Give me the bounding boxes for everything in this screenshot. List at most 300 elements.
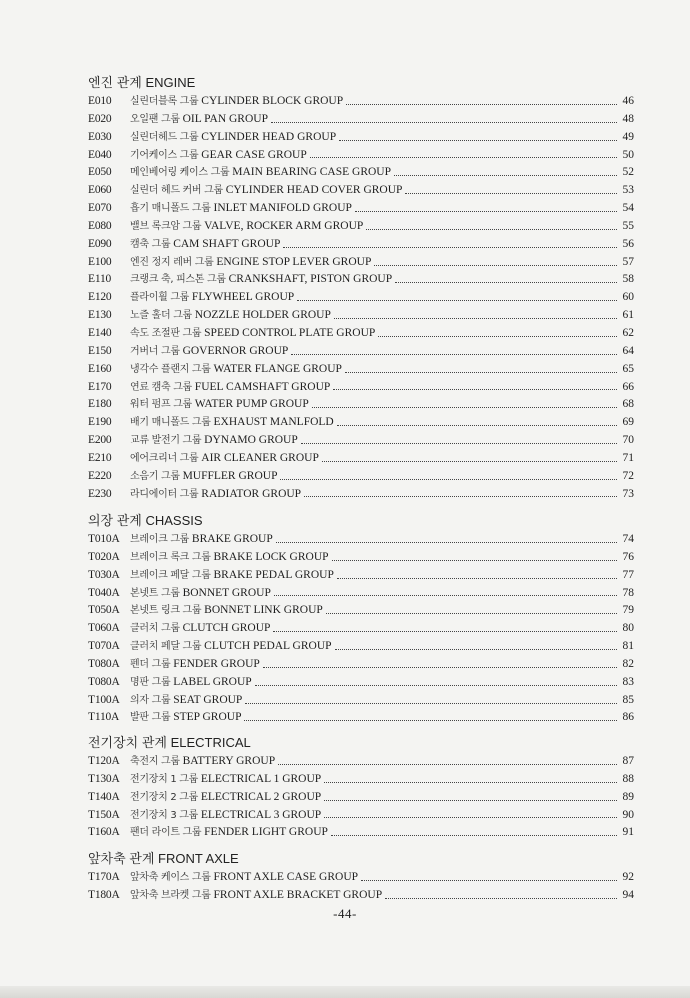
entry-page-number: 92 bbox=[622, 871, 634, 883]
entry-title-row bbox=[130, 111, 634, 129]
entry-title-korean: 실린더 헤드 커버 그룹 bbox=[130, 185, 223, 197]
dot-leader bbox=[361, 879, 617, 881]
entry-title bbox=[130, 531, 273, 549]
entry-title bbox=[130, 450, 319, 468]
dot-leader bbox=[366, 228, 617, 230]
entry-page-number: 77 bbox=[622, 568, 634, 581]
entry-code: E020 bbox=[88, 112, 112, 125]
entry-title-korean: 의자 그룹 bbox=[130, 694, 171, 706]
entry-code: E010 bbox=[88, 95, 112, 107]
dot-leader bbox=[274, 594, 617, 596]
section-engine bbox=[88, 73, 634, 503]
dot-leader bbox=[405, 192, 617, 194]
entry-title bbox=[130, 585, 271, 603]
dot-leader bbox=[374, 264, 617, 266]
entry-title bbox=[130, 869, 358, 887]
entry-title bbox=[130, 271, 392, 289]
entry-title-korean: 밸브 록크암 그룹 bbox=[130, 220, 202, 232]
entry-code: T120A bbox=[88, 755, 120, 767]
entry-title bbox=[130, 396, 309, 414]
section-front-axle bbox=[88, 849, 634, 905]
toc-entry bbox=[88, 468, 634, 486]
entry-page-number: 70 bbox=[622, 434, 634, 447]
entry-title-english: LABEL GROUP bbox=[173, 675, 252, 688]
entry-title-korean: 본넷트 그룹 bbox=[130, 587, 180, 599]
entry-title-row bbox=[130, 468, 634, 486]
entry-page-number: 86 bbox=[622, 711, 634, 724]
entry-title bbox=[130, 307, 331, 325]
toc-entry bbox=[88, 531, 634, 549]
toc-entry bbox=[88, 585, 634, 603]
entry-page-number: 50 bbox=[622, 148, 634, 161]
page-bottom-edge bbox=[0, 986, 690, 998]
dot-leader bbox=[332, 559, 617, 561]
dot-leader bbox=[271, 121, 617, 123]
dot-leader bbox=[283, 246, 617, 248]
entry-title-korean: 앞차축 브라켓 그룹 bbox=[130, 889, 211, 901]
entry-page-number: 78 bbox=[622, 586, 634, 599]
entry-title-row bbox=[130, 361, 634, 379]
dot-leader bbox=[312, 406, 617, 408]
entry-code: E100 bbox=[88, 255, 112, 268]
entry-title-korean: 클러치 페달 그룹 bbox=[130, 641, 202, 653]
entry-title-english: VALVE, ROCKER ARM GROUP bbox=[204, 219, 364, 232]
entry-title-row bbox=[130, 93, 634, 111]
dot-leader bbox=[276, 541, 617, 543]
entry-title-english: ELECTRICAL 2 GROUP bbox=[200, 790, 322, 803]
entry-title bbox=[130, 709, 241, 727]
entry-code: T070A bbox=[88, 640, 120, 653]
entry-page-number: 85 bbox=[622, 693, 634, 706]
entry-title-korean: 에어크리너 그룹 bbox=[130, 452, 199, 464]
entry-title-english: ENGINE STOP LEVER GROUP bbox=[216, 255, 372, 268]
entry-page-number: 71 bbox=[622, 451, 634, 464]
dot-leader bbox=[278, 763, 617, 765]
entry-title-korean: 펜더 그룹 bbox=[130, 658, 171, 670]
toc-entry bbox=[88, 432, 634, 450]
entry-title-korean: 크랭크 축, 피스톤 그룹 bbox=[130, 274, 226, 286]
entry-title bbox=[130, 602, 323, 620]
toc-entry bbox=[88, 824, 634, 842]
entry-code: E040 bbox=[88, 148, 112, 161]
entry-code: T160A bbox=[88, 826, 120, 839]
toc-entry bbox=[88, 111, 634, 129]
entry-page-number: 74 bbox=[622, 533, 634, 545]
entry-title bbox=[130, 343, 288, 361]
entry-code: E050 bbox=[88, 166, 112, 179]
entry-title-korean: 캠축 그룹 bbox=[130, 238, 171, 250]
entry-title-english: CYLINDER BLOCK GROUP bbox=[201, 95, 344, 107]
entry-title-korean: 거버너 그룹 bbox=[130, 345, 180, 357]
entry-title-english: RADIATOR GROUP bbox=[201, 487, 302, 500]
entry-title-english: BONNET GROUP bbox=[182, 586, 271, 599]
entry-title-english: EXHAUST MANLFOLD bbox=[213, 416, 334, 429]
entry-title-row bbox=[130, 432, 634, 450]
entry-title bbox=[130, 164, 391, 182]
entry-list bbox=[88, 531, 634, 727]
dot-leader bbox=[245, 702, 617, 704]
entry-title-row bbox=[130, 656, 634, 674]
entry-title-korean: 교류 발전기 그룹 bbox=[130, 435, 202, 447]
toc-entry bbox=[88, 486, 634, 504]
entry-code: E080 bbox=[88, 219, 112, 232]
entry-title-korean: 실린더헤드 그룹 bbox=[130, 131, 199, 143]
entry-page-number: 56 bbox=[622, 237, 634, 250]
dot-leader bbox=[273, 630, 617, 632]
entry-title bbox=[130, 789, 321, 807]
entry-page-number: 49 bbox=[622, 130, 634, 143]
entry-title-korean: 브레이크 록크 그룹 bbox=[130, 551, 211, 563]
entry-title-row bbox=[130, 396, 634, 414]
entry-title-english: BATTERY GROUP bbox=[182, 755, 276, 767]
entry-code: T080A bbox=[88, 675, 120, 688]
toc-entry bbox=[88, 361, 634, 379]
entry-title-row bbox=[130, 807, 634, 825]
section-chassis bbox=[88, 511, 634, 727]
dot-leader bbox=[355, 210, 617, 212]
section-heading: 엔진 관계 ENGINE bbox=[88, 75, 196, 90]
dot-leader bbox=[304, 495, 617, 497]
entry-title-english: BRAKE LOCK GROUP bbox=[213, 550, 329, 563]
entry-page-number: 64 bbox=[622, 344, 634, 357]
entry-title-korean: 전기장치 3 그룹 bbox=[130, 809, 198, 821]
entry-page-number: 90 bbox=[622, 808, 634, 821]
entry-title-row bbox=[130, 450, 634, 468]
toc-entry bbox=[88, 692, 634, 710]
toc-entry bbox=[88, 200, 634, 218]
entry-page-number: 57 bbox=[622, 255, 634, 268]
entry-title-korean: 오일팬 그룹 bbox=[130, 113, 180, 125]
entry-code: T020A bbox=[88, 550, 120, 563]
entry-title-korean: 팬더 라이트 그룹 bbox=[130, 827, 202, 839]
entry-title-english: CRANKSHAFT, PISTON GROUP bbox=[228, 273, 393, 286]
entry-page-number: 65 bbox=[622, 362, 634, 375]
toc-entry bbox=[88, 620, 634, 638]
toc-entry bbox=[88, 656, 634, 674]
dot-leader bbox=[310, 156, 617, 158]
entry-page-number: 91 bbox=[622, 826, 634, 839]
entry-title-row bbox=[130, 379, 634, 397]
section-heading: 의장 관계 CHASSIS bbox=[88, 513, 203, 528]
dot-leader bbox=[333, 388, 617, 390]
toc-entry bbox=[88, 396, 634, 414]
entry-title-english: SEAT GROUP bbox=[173, 693, 243, 706]
entry-title-english: FENDER LIGHT GROUP bbox=[204, 826, 328, 839]
entry-title-row bbox=[130, 254, 634, 272]
dot-leader bbox=[263, 666, 617, 668]
entry-title bbox=[130, 254, 371, 272]
entry-title-english: STEP GROUP bbox=[173, 711, 242, 724]
entry-title-korean: 라디에이터 그룹 bbox=[130, 488, 199, 500]
entry-code: T150A bbox=[88, 808, 120, 821]
entry-title bbox=[130, 218, 363, 236]
entry-title-row bbox=[130, 486, 634, 504]
entry-title-korean: 흡기 매니폴드 그룹 bbox=[130, 203, 211, 215]
entry-code: T100A bbox=[88, 693, 120, 706]
entry-page-number: 53 bbox=[622, 184, 634, 197]
entry-title-english: ELECTRICAL 3 GROUP bbox=[200, 808, 322, 821]
entry-title-korean: 축전지 그룹 bbox=[130, 756, 180, 767]
entry-title-row bbox=[130, 620, 634, 638]
entry-title bbox=[130, 753, 275, 771]
entry-code: E070 bbox=[88, 202, 112, 215]
entry-title-row bbox=[130, 289, 634, 307]
dot-leader bbox=[395, 281, 617, 283]
toc-entry bbox=[88, 567, 634, 585]
entry-title bbox=[130, 674, 252, 692]
entry-page-number: 52 bbox=[622, 166, 634, 179]
entry-code: T140A bbox=[88, 790, 120, 803]
toc-entry bbox=[88, 887, 634, 905]
dot-leader bbox=[280, 478, 617, 480]
entry-title-row bbox=[130, 709, 634, 727]
entry-title-english: AIR CLEANER GROUP bbox=[201, 451, 319, 464]
entry-page-number: 73 bbox=[622, 487, 634, 500]
entry-page-number: 88 bbox=[622, 772, 634, 785]
dot-leader bbox=[244, 719, 617, 721]
entry-title-english: GOVERNOR GROUP bbox=[182, 344, 289, 357]
entry-title bbox=[130, 771, 321, 789]
entry-page-number: 89 bbox=[622, 790, 634, 803]
entry-code: T030A bbox=[88, 568, 120, 581]
toc-entry bbox=[88, 218, 634, 236]
entry-title-korean: 기어케이스 그룹 bbox=[130, 149, 199, 161]
entry-title-english: GEAR CASE GROUP bbox=[201, 148, 307, 161]
dot-leader bbox=[301, 442, 617, 444]
entry-page-number: 82 bbox=[622, 657, 634, 670]
entry-page-number: 68 bbox=[622, 398, 634, 411]
entry-title-row bbox=[130, 869, 634, 887]
toc-entry bbox=[88, 869, 634, 887]
entry-title-row bbox=[130, 147, 634, 165]
entry-code: E150 bbox=[88, 344, 112, 357]
dot-leader bbox=[394, 174, 617, 176]
entry-code: T040A bbox=[88, 586, 120, 599]
entry-title-row bbox=[130, 200, 634, 218]
entry-title-row bbox=[130, 887, 634, 905]
entry-code: T010A bbox=[88, 533, 120, 545]
entry-title-english: CLUTCH GROUP bbox=[182, 622, 271, 635]
toc-entry bbox=[88, 807, 634, 825]
entry-title bbox=[130, 289, 294, 307]
toc-entry bbox=[88, 147, 634, 165]
entry-title-english: FENDER GROUP bbox=[173, 657, 260, 670]
entry-title-row bbox=[130, 307, 634, 325]
entry-title-row bbox=[130, 549, 634, 567]
entry-title bbox=[130, 468, 277, 486]
entry-title bbox=[130, 111, 268, 129]
toc-entry bbox=[88, 236, 634, 254]
entry-title-english: MUFFLER GROUP bbox=[182, 469, 278, 482]
entry-title-english: FLYWHEEL GROUP bbox=[191, 291, 295, 304]
entry-title bbox=[130, 325, 375, 343]
dot-leader bbox=[345, 371, 617, 373]
entry-code: E130 bbox=[88, 309, 112, 322]
page-number: -44- bbox=[333, 906, 357, 921]
entry-title-row bbox=[130, 271, 634, 289]
dot-leader bbox=[324, 799, 617, 801]
entry-title-row bbox=[130, 236, 634, 254]
toc-entry bbox=[88, 771, 634, 789]
entry-title bbox=[130, 824, 328, 842]
entry-code: E190 bbox=[88, 416, 112, 429]
entry-title-english: BONNET LINK GROUP bbox=[204, 604, 323, 617]
dot-leader bbox=[378, 335, 617, 337]
dot-leader bbox=[346, 103, 617, 105]
entry-page-number: 72 bbox=[622, 469, 634, 482]
entry-title-english: FRONT AXLE BRACKET GROUP bbox=[213, 888, 383, 901]
entry-title bbox=[130, 887, 382, 905]
entry-title-row bbox=[130, 414, 634, 432]
entry-title-row bbox=[130, 343, 634, 361]
entry-title bbox=[130, 379, 330, 397]
entry-code: T060A bbox=[88, 622, 120, 635]
entry-title-english: OIL PAN GROUP bbox=[182, 112, 268, 125]
entry-code: E170 bbox=[88, 380, 112, 393]
entry-code: T050A bbox=[88, 604, 120, 617]
section-electrical bbox=[88, 733, 634, 842]
entry-title bbox=[130, 129, 336, 147]
entry-title bbox=[130, 236, 280, 254]
entry-title-korean: 브레이크 페달 그룹 bbox=[130, 569, 211, 581]
entry-title-korean: 노즐 홀더 그룹 bbox=[130, 310, 192, 322]
dot-leader bbox=[337, 424, 617, 426]
entry-page-number: 94 bbox=[622, 888, 634, 901]
toc-entry bbox=[88, 129, 634, 147]
dot-leader bbox=[322, 460, 617, 462]
entry-title-row bbox=[130, 638, 634, 656]
entry-title-english: INLET MANIFOLD GROUP bbox=[213, 202, 352, 215]
entry-title-korean: 앞차축 케이스 그룹 bbox=[130, 872, 211, 883]
entry-title bbox=[130, 549, 329, 567]
entry-title bbox=[130, 147, 307, 165]
entry-code: E090 bbox=[88, 237, 112, 250]
section-heading: 앞차축 관계 FRONT AXLE bbox=[88, 851, 239, 866]
entry-list bbox=[88, 93, 634, 503]
entry-page-number: 61 bbox=[622, 309, 634, 322]
entry-title-row bbox=[130, 824, 634, 842]
entry-title-korean: 메인베어링 케이스 그룹 bbox=[130, 167, 230, 179]
entry-title-row bbox=[130, 218, 634, 236]
toc-entry bbox=[88, 307, 634, 325]
entry-title bbox=[130, 432, 298, 450]
entry-title bbox=[130, 692, 242, 710]
entry-title-english: WATER PUMP GROUP bbox=[194, 398, 309, 411]
entry-title-korean: 실린더블록 그룹 bbox=[130, 96, 199, 107]
entry-page-number: 81 bbox=[622, 640, 634, 653]
entry-title-korean: 연료 캠축 그룹 bbox=[130, 381, 192, 393]
toc-entry bbox=[88, 254, 634, 272]
entry-title-korean: 엔진 정지 레버 그룹 bbox=[130, 256, 214, 268]
toc-entry bbox=[88, 182, 634, 200]
entry-title-english: FUEL CAMSHAFT GROUP bbox=[194, 380, 331, 393]
entry-list bbox=[88, 869, 634, 905]
entry-code: E220 bbox=[88, 469, 112, 482]
entry-title-row bbox=[130, 129, 634, 147]
dot-leader bbox=[324, 816, 617, 818]
entry-title-row bbox=[130, 674, 634, 692]
entry-page-number: 69 bbox=[622, 416, 634, 429]
toc-entry bbox=[88, 164, 634, 182]
entry-title-row bbox=[130, 531, 634, 549]
entry-title-korean: 속도 조절판 그룹 bbox=[130, 327, 202, 339]
entry-title-english: CYLINDER HEAD GROUP bbox=[201, 130, 337, 143]
entry-title bbox=[130, 656, 260, 674]
toc-entry bbox=[88, 379, 634, 397]
entry-code: E060 bbox=[88, 184, 112, 197]
dot-leader bbox=[385, 897, 617, 899]
toc-entry bbox=[88, 602, 634, 620]
toc-entry bbox=[88, 450, 634, 468]
entry-title bbox=[130, 361, 342, 379]
dot-leader bbox=[335, 648, 617, 650]
entry-title-english: WATER FLANGE GROUP bbox=[213, 362, 342, 375]
entry-title-korean: 냉각수 플랜지 그룹 bbox=[130, 363, 211, 375]
entry-page-number: 55 bbox=[622, 219, 634, 232]
dot-leader bbox=[326, 612, 617, 614]
entry-page-number: 80 bbox=[622, 622, 634, 635]
toc-entry bbox=[88, 638, 634, 656]
entry-title-row bbox=[130, 325, 634, 343]
entry-title-english: CLUTCH PEDAL GROUP bbox=[204, 640, 332, 653]
entry-title-english: SPEED CONTROL PLATE GROUP bbox=[204, 326, 376, 339]
entry-title-english: CYLINDER HEAD COVER GROUP bbox=[225, 184, 403, 197]
entry-code: T080A bbox=[88, 657, 120, 670]
section-heading: 전기장치 관계 ELECTRICAL bbox=[88, 735, 251, 750]
entry-title-english: CAM SHAFT GROUP bbox=[173, 237, 281, 250]
entry-title-row bbox=[130, 771, 634, 789]
entry-title bbox=[130, 567, 334, 585]
entry-page-number: 60 bbox=[622, 291, 634, 304]
dot-leader bbox=[334, 317, 617, 319]
entry-title-korean: 브레이크 그룹 bbox=[130, 534, 190, 545]
toc-entry bbox=[88, 414, 634, 432]
entry-code: E200 bbox=[88, 434, 112, 447]
toc-entry bbox=[88, 271, 634, 289]
entry-code: T170A bbox=[88, 871, 120, 883]
entry-title-korean: 소음기 그룹 bbox=[130, 470, 180, 482]
entry-page-number: 54 bbox=[622, 202, 634, 215]
dot-leader bbox=[331, 834, 617, 836]
entry-title-row bbox=[130, 602, 634, 620]
entry-title-english: MAIN BEARING CASE GROUP bbox=[232, 166, 392, 179]
toc-entry bbox=[88, 549, 634, 567]
entry-title-row bbox=[130, 567, 634, 585]
dot-leader bbox=[255, 684, 617, 686]
entry-code: E180 bbox=[88, 398, 112, 411]
entry-page-number: 83 bbox=[622, 675, 634, 688]
entry-title-row bbox=[130, 753, 634, 771]
entry-title bbox=[130, 414, 334, 432]
entry-page-number: 62 bbox=[622, 326, 634, 339]
entry-title-korean: 워터 펌프 그룹 bbox=[130, 399, 192, 411]
entry-title-english: DYNAMO GROUP bbox=[204, 434, 298, 447]
entry-title-row bbox=[130, 789, 634, 807]
entry-code: E160 bbox=[88, 362, 112, 375]
entry-page-number: 58 bbox=[622, 273, 634, 286]
entry-page-number: 87 bbox=[622, 755, 634, 767]
entry-page-number: 46 bbox=[622, 95, 634, 107]
dot-leader bbox=[324, 781, 617, 783]
entry-title bbox=[130, 93, 343, 111]
entry-title-korean: 전기장치 2 그룹 bbox=[130, 791, 198, 803]
entry-code: T110A bbox=[88, 711, 120, 724]
dot-leader bbox=[337, 577, 617, 579]
entry-title-english: BRAKE PEDAL GROUP bbox=[213, 568, 334, 581]
entry-title-row bbox=[130, 585, 634, 603]
entry-code: T180A bbox=[88, 888, 120, 901]
entry-title-row bbox=[130, 692, 634, 710]
